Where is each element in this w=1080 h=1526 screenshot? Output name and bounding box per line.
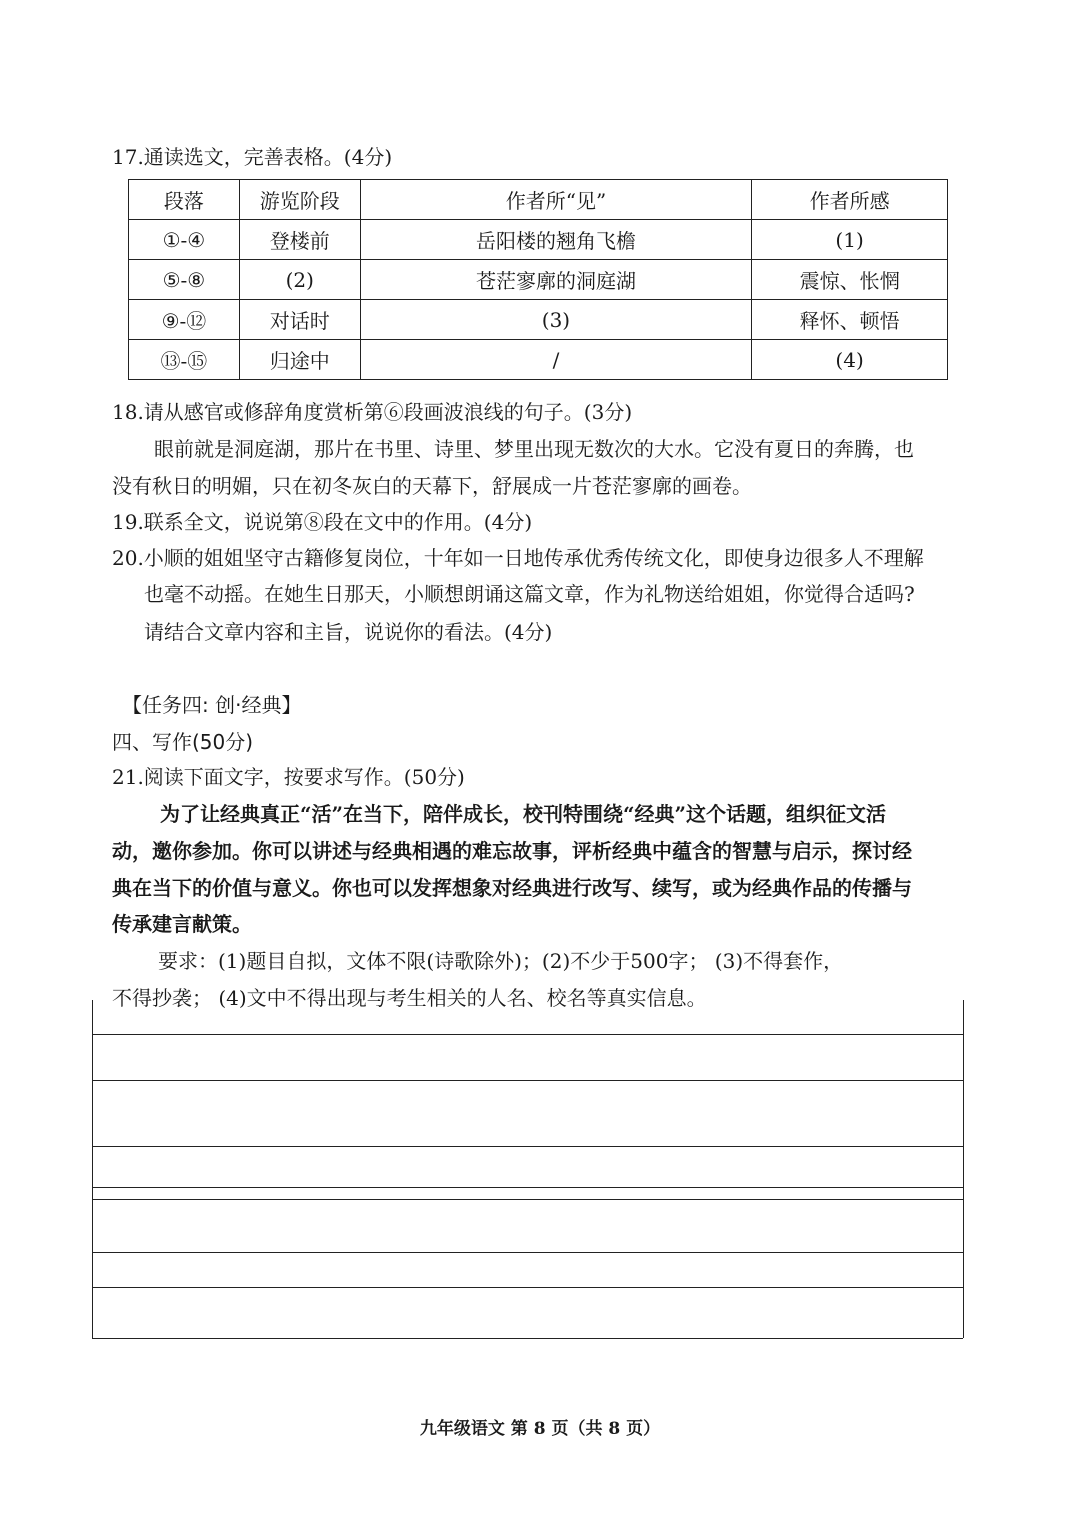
table-cell: 对话时 <box>239 300 360 340</box>
q17-title: 17.通读选文，完善表格。(4分) <box>112 145 393 169</box>
table-cell: (4) <box>752 340 948 380</box>
table-cell: (2) <box>239 260 360 300</box>
q21-prompt-line: 传承建言献策。 <box>112 912 252 936</box>
table-cell: 归途中 <box>239 340 360 380</box>
table-header: 段落 <box>129 180 240 220</box>
table-row <box>129 340 948 380</box>
table-cell: 岳阳楼的翘角飞檐 <box>360 220 751 260</box>
table-cell: 释怀、顿悟 <box>752 300 948 340</box>
q21-prompt-line: 典在当下的价值与意义。你也可以发挥想象对经典进行改写、续写，或为经典作品的传播与 <box>112 876 912 900</box>
writing-line <box>92 1338 963 1339</box>
q18-quote-line: 没有秋日的明媚，只在初冬灰白的天幕下，舒展成一片苍茫寥廓的画卷。 <box>112 474 752 498</box>
q21-title: 21.阅读下面文字，按要求写作。(50分) <box>112 765 465 789</box>
q18-quote-line: 眼前就是洞庭湖，那片在书里、诗里、梦里出现无数次的大水。它没有夏日的奔腾，也 <box>154 437 914 461</box>
q21-prompt-line: 动，邀你参加。你可以讲述与经典相遇的难忘故事，评析经典中蕴含的智慧与启示，探讨经 <box>112 839 912 863</box>
table-cell: / <box>360 340 751 380</box>
q18-title: 18.请从感官或修辞角度赏析第⑥段画波浪线的句子。(3分) <box>112 400 633 424</box>
q19-title: 19.联系全文，说说第⑧段在文中的作用。(4分) <box>112 510 533 534</box>
table-header: 作者所“见” <box>360 180 751 220</box>
table-cell: 登楼前 <box>239 220 360 260</box>
writing-line <box>92 1034 963 1035</box>
writing-line <box>92 1080 963 1081</box>
table-cell: ⑤-⑧ <box>129 260 240 300</box>
table-header: 游览阶段 <box>239 180 360 220</box>
task4-heading: 【任务四: 创·经典】 <box>122 693 302 717</box>
table-header-row <box>129 180 948 220</box>
q21-requirement-line: 不得抄袭； (4)文中不得出现与考生相关的人名、校名等真实信息。 <box>112 986 707 1010</box>
table-row <box>129 300 948 340</box>
writing-line <box>92 1252 963 1253</box>
writing-line <box>92 1146 963 1147</box>
table-row <box>129 220 948 260</box>
q17-table <box>128 179 948 380</box>
table-cell: ①-④ <box>129 220 240 260</box>
writing-line <box>92 1287 963 1288</box>
table-cell: (1) <box>752 220 948 260</box>
table-cell: ⑬-⑮ <box>129 340 240 380</box>
table-cell: 震惊、怅惘 <box>752 260 948 300</box>
table-header: 作者所感 <box>752 180 948 220</box>
q20-line: 请结合文章内容和主旨，说说你的看法。(4分) <box>144 620 553 644</box>
table-cell: ⑨-⑫ <box>129 300 240 340</box>
q21-prompt-line: 为了让经典真正“活”在当下，陪伴成长，校刊特围绕“经典”这个话题，组织征文活 <box>160 802 887 826</box>
page-footer: 九年级语文 第 8 页（共 8 页） <box>419 1419 661 1439</box>
table-row <box>129 260 948 300</box>
q20-line: 20.小顺的姐姐坚守古籍修复岗位，十年如一日地传承优秀传统文化，即使身边很多人不理解 <box>112 546 924 570</box>
q21-requirement-line: 要求：(1)题目自拟，文体不限(诗歌除外)；(2)不少于500字； (3)不得套作， <box>158 949 844 973</box>
section4-heading: 四、写作(50分) <box>112 730 254 754</box>
writing-line <box>92 1199 963 1200</box>
table-cell: (3) <box>360 300 751 340</box>
writing-line <box>92 1187 963 1188</box>
table-cell: 苍茫寥廓的洞庭湖 <box>360 260 751 300</box>
q20-line: 也毫不动摇。在她生日那天，小顺想朗诵这篇文章，作为礼物送给姐姐，你觉得合适吗? <box>144 582 915 606</box>
